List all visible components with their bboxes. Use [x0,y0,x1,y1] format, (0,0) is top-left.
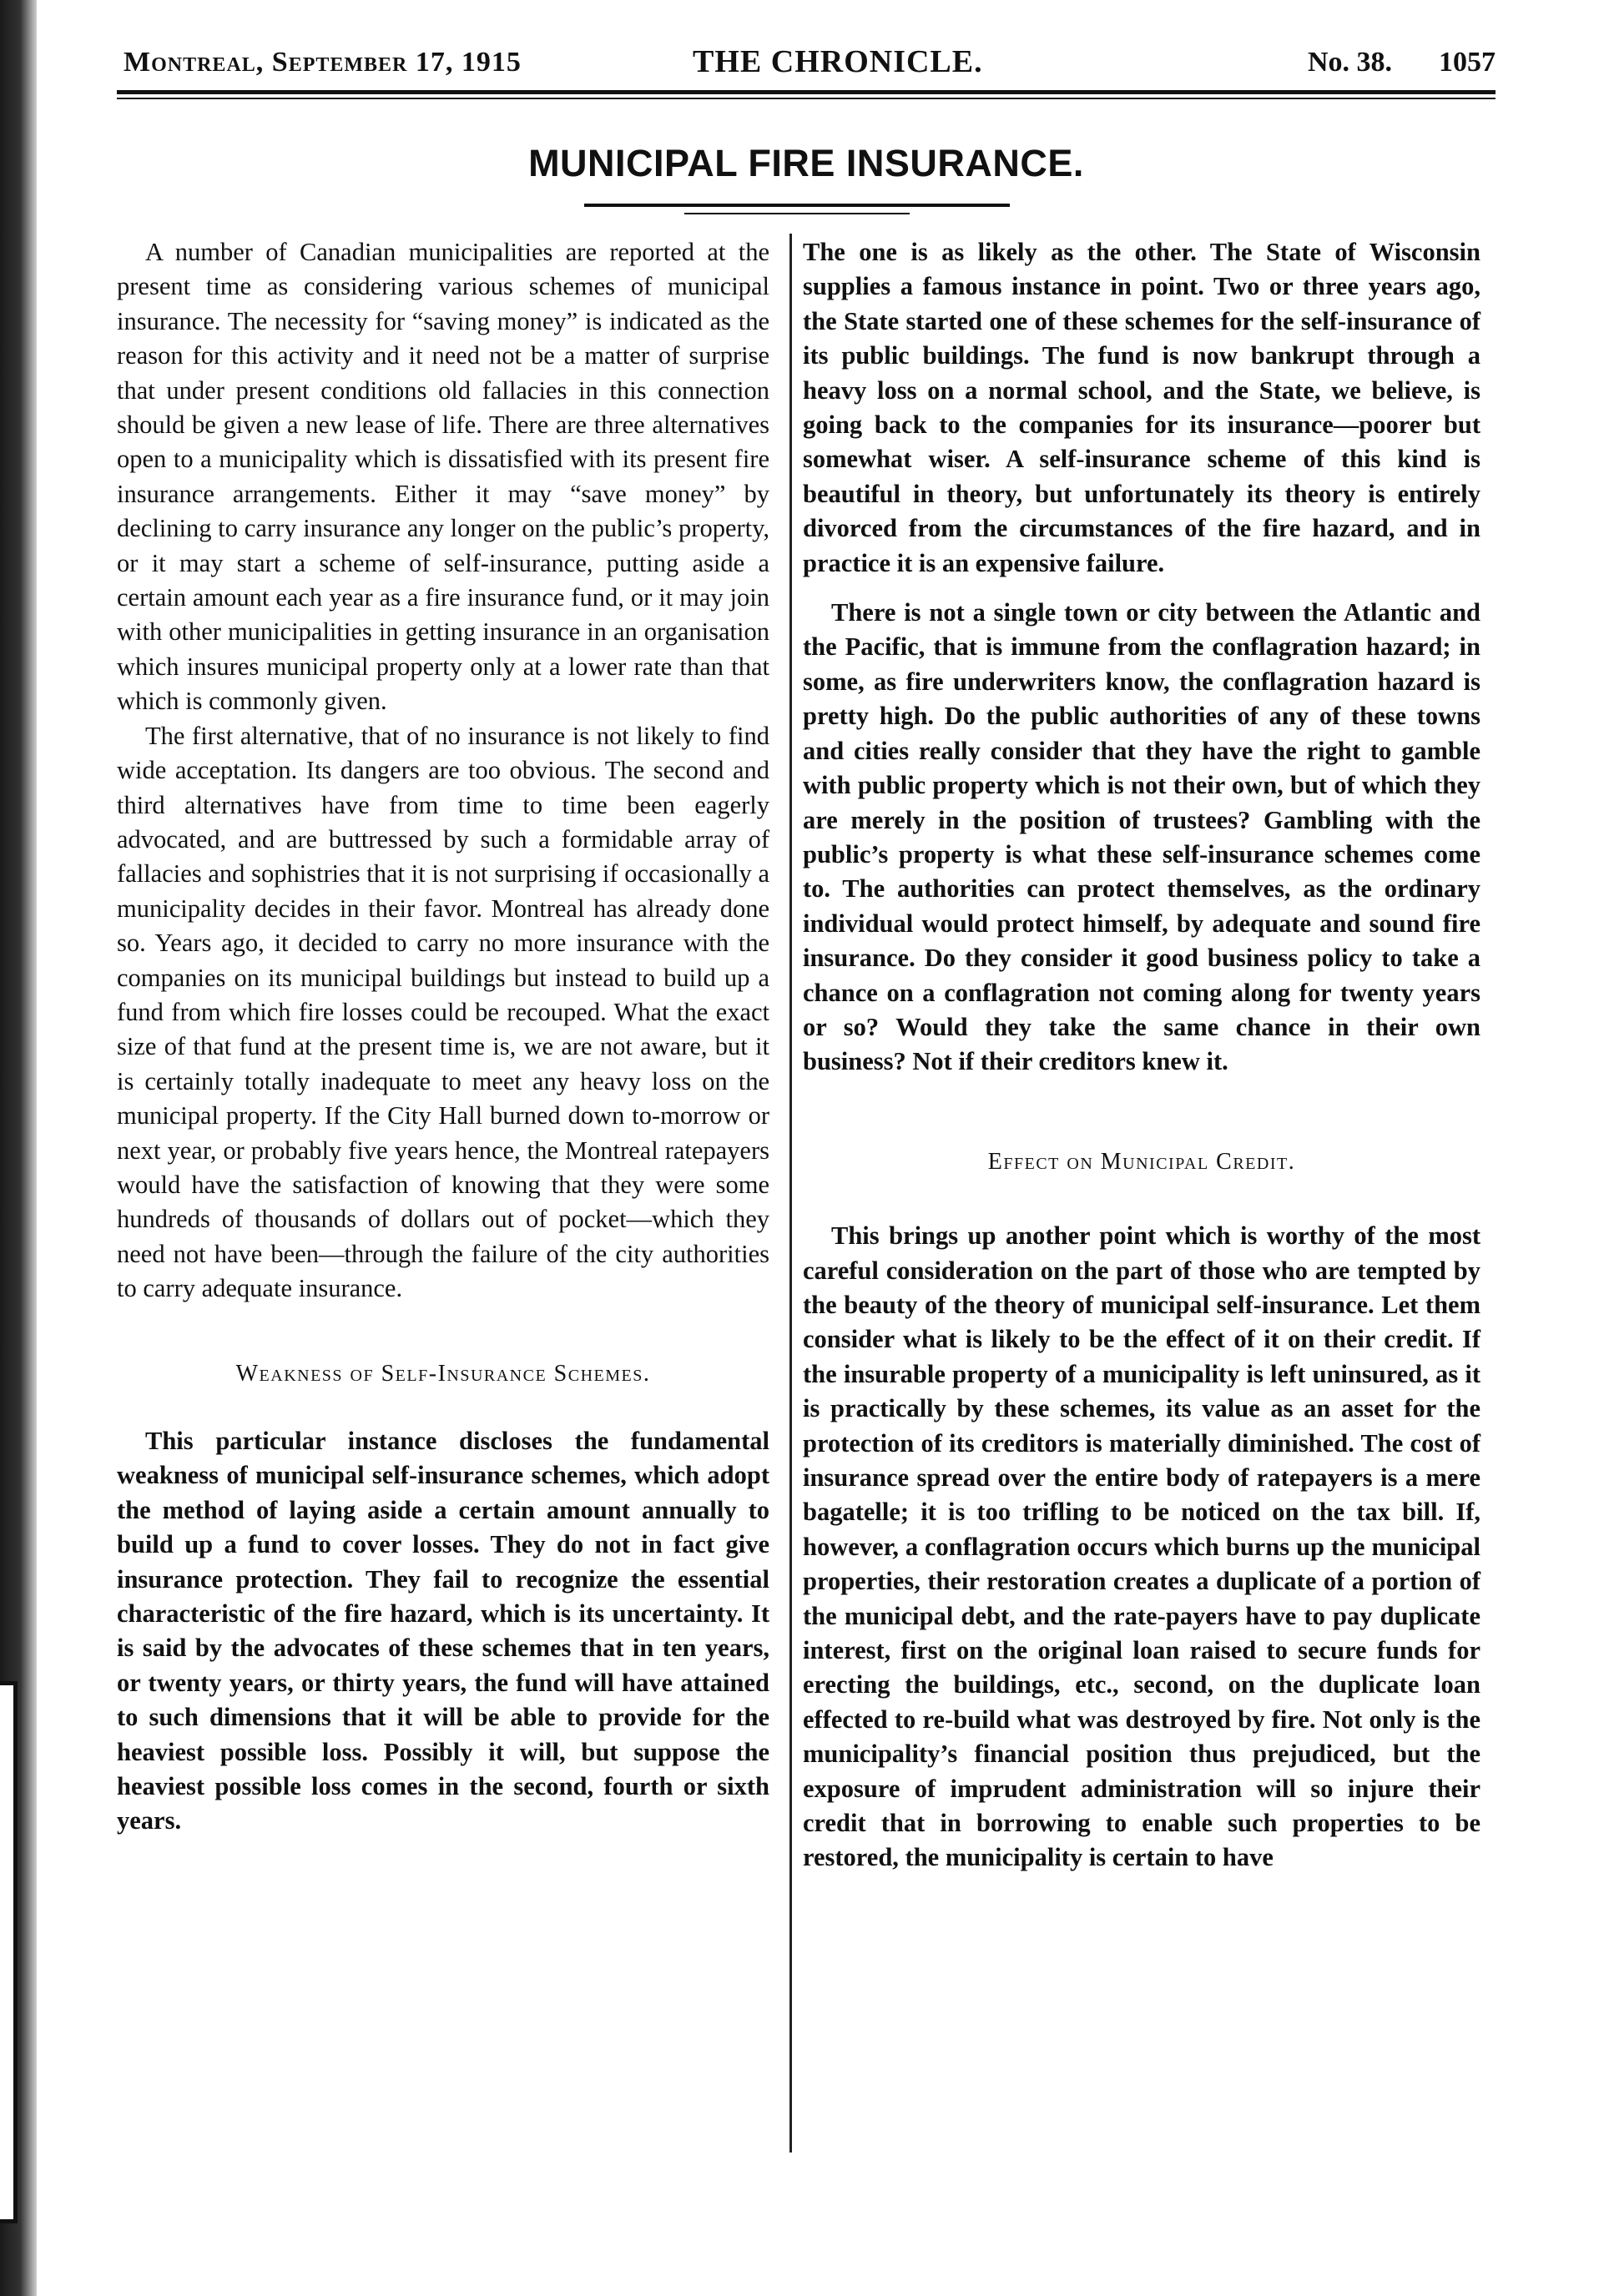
page-number: 1057 [1439,47,1496,78]
publication-name: THE CHRONICLE. [693,44,983,79]
left-column [117,235,769,1839]
paragraph: A number of Canadian municipalities are reported at the present time as considering various schemes of municipal insurance. The necessity for “saving money” is indicated as the reason for this activity and it need not be a matter of surprise that under present conditions old fallacies in this connection should be given a new lease of life. There are three alternatives open to a municipality which is dissatisfied with its present fire insurance arrangements. Either it may “save money” by declining to carry insurance any longer on the public’s property, or it may start a scheme of self-insurance, putting aside a certain amount each year as a fire insurance fund, or it may join with other municipalities in getting insurance in an organisation which insures municipal property only at a lower rate than that which is commonly given. [117,238,769,716]
header-rule-thin [117,98,1496,99]
paragraph: There is not a single town or city between the Atlantic and the Pacific, that is immune from the conflagration hazard; in some, as fire underwriters know, the conflagration hazard is pretty high. Do the public authorities of any of these towns and cities really consider that they have the right to gamble with public property which is not their own, but of which they are merely in the position of trustees? Gambling with the public’s property is what these self-insurance schemes come to. The authorities can protect themselves, as the ordinary individual would protect himself, by adequate and sound fire insurance. Do they consider it good business policy to take a chance on a conflagration not coming along for twenty years or so? Would they take the same chance in their own business? Not if their creditors knew it. [803,598,1480,1076]
header-rule-thick [117,90,1496,94]
title-underline-thick [584,204,1010,207]
issue-and-page [1261,47,1496,78]
scan-margin-mark [0,1681,18,2223]
section-subheading: Weakness of Self-Insurance Schemes. [235,1360,651,1387]
running-header [117,43,1496,85]
issue-number: No. 38. [1307,47,1392,78]
title-underline-thin [684,213,910,214]
paragraph: This particular instance discloses the fundamental weakness of municipal self-insurance schemes, which adopt the method of laying aside a certain amount annually to build up a fund to cover losses. They do not in fact give insurance protection. They fail to recognize the essential characteristic of the fire hazard, which is its uncertainty. It is said by the advocates of these schemes that in ten years, or twenty years, or thirty years, the fund will have attained to such dimensions that it will be able to provide for the heaviest possible loss. Possibly it will, but suppose the heaviest possible loss comes in the second, fourth or sixth years. [117,1427,769,1835]
paragraph: The one is as likely as the other. The State of Wisconsin supplies a famous instance in point. Two or three years ago, the State started one of these schemes for the self-insurance of its public buildings. The fund is now bankrupt through a heavy loss on a normal school, and the State, we believe, is going back to the companies for its insurance—poorer but somewhat wiser. A self-insurance scheme of this kind is beautiful in theory, but unfortunately its theory is entirely divorced from the circumstances of the fire hazard, and in practice it is an expensive failure. [803,238,1480,577]
article-title: MUNICIPAL FIRE INSURANCE. [528,142,1084,184]
paragraph-gap [803,581,1480,596]
right-column [803,235,1480,1876]
section-subheading: Effect on Municipal Credit. [987,1148,1296,1175]
paragraph: This brings up another point which is worthy of the most careful consideration on the part of those who are tempted by the beauty of the theory of municipal self-insurance. Let them consider what is likely to be the effect of it on their credit. If the insurable property of a municipality is left uninsured, as it is practically by these schemes, its value as an asset for the protection of its creditors is materially diminished. The cost of insurance spread over the entire body of ratepayers is a mere bagatelle; it is too trifling to be noticed on the tax bill. If, however, a conflagration occurs which burns up the municipal properties, their restoration creates a duplicate of a portion of the municipal debt, and the rate-payers have to pay duplicate interest, first on the original loan raised to secure funds for erecting the buildings, etc., second, on the duplicate loan effected to re-build what was destroyed by fire. Not only is the municipality’s financial position thus prejudiced, but the exposure of imprudent administration will so injure their credit that in borrowing to enable such properties to be restored, the municipality is certain to have [803,1221,1480,1872]
issue-date: Montreal, September 17, 1915 [124,47,522,78]
column-divider [789,234,792,2152]
paragraph: The first alternative, that of no insurance is not likely to find wide acceptation. Its dangers are too obvious. The second and third alternatives have from time to time been eagerly advocated, and are buttressed by such a formidable array of fallacies and sophistries that it is not surprising if occasionally a municipality decides in their favor. Montreal has already done so. Years ago, it decided to carry no more insurance with the companies on its municipal buildings but instead to build up a fund from which fire losses could be recouped. What the exact size of that fund at the present time is, we are not aware, but it is certainly totally inadequate to meet any heavy loss on the municipal property. If the City Hall burned down to-morrow or next year, or probably five years hence, the Montreal ratepayers would have the satisfaction of knowing that they were some hundreds of thousands of dollars out of pocket—which they need not have been—through the failure of the city authorities to carry adequate insurance. [117,721,769,1303]
